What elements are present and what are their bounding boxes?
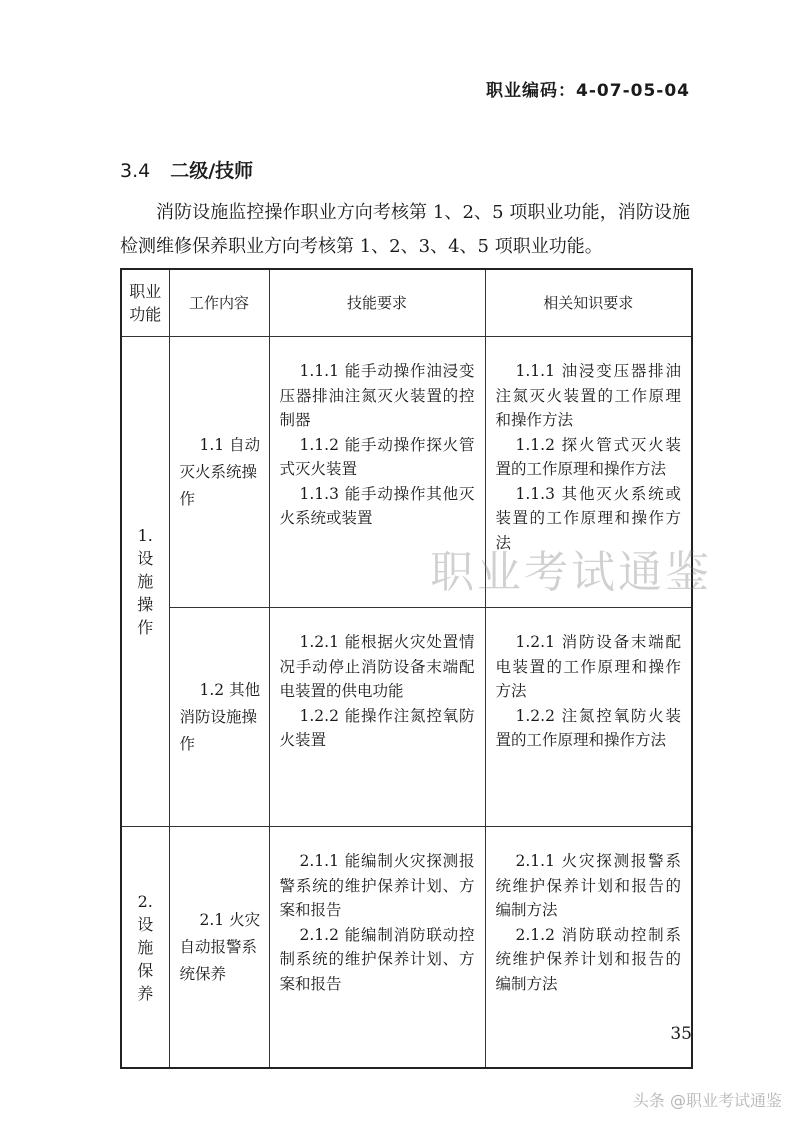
header-knowledge: 相关知识要求 — [485, 269, 692, 337]
knowledge-item: 1.2.2 注氮控氧防火装置的工作原理和操作方法 — [495, 706, 681, 749]
skill-item: 1.1.2 能手动操作探火管式灭火装置 — [279, 435, 475, 478]
header-content: 工作内容 — [169, 269, 269, 337]
table-row — [121, 827, 692, 1069]
watermark-text: 职业考试通鉴 — [430, 547, 712, 598]
knowledge-item: 2.1.1 火灾探测报警系统维护保养计划和报告的编制方法 — [495, 852, 681, 919]
header-function: 职业功能 — [121, 269, 169, 337]
skill-item: 1.1.3 能手动操作其他灭火系统或装置 — [279, 484, 475, 527]
header-skills: 技能要求 — [269, 269, 485, 337]
section-heading — [120, 156, 253, 183]
section-number: 3.4 — [120, 160, 151, 182]
skill-item: 2.1.1 能编制火灾探测报警系统的维护保养计划、方案和报告 — [279, 852, 475, 919]
work-content-cell: 1.1 自动灭火系统操作 — [169, 337, 269, 608]
table-row — [121, 608, 692, 827]
knowledge-item: 2.1.2 消防联动控制系统维护保养计划和报告的编制方法 — [495, 925, 681, 993]
function-cell: 1.设施操作 — [121, 337, 169, 827]
occupation-code: 职业编码：4-07-05-04 — [486, 81, 690, 101]
skill-item: 2.1.2 能编制消防联动控制系统的维护保养计划、方案和报告 — [279, 925, 475, 993]
knowledge-item: 1.1.3 其他灭火系统或装置的工作原理和操作方法 — [495, 484, 681, 552]
skills-cell — [269, 608, 485, 827]
function-cell: 2.设施保养 — [121, 827, 169, 1069]
knowledge-item: 1.2.1 消防设备末端配电装置的工作原理和操作方法 — [495, 633, 681, 700]
competency-table — [120, 268, 693, 1069]
skill-item: 1.2.2 能操作注氮控氧防火装置 — [279, 706, 475, 749]
intro-paragraph: 消防设施监控操作职业方向考核第 1、2、5 项职业功能，消防设施检测维修保养职业方向考核第 1、2、3、4、5 项职业功能。 — [120, 202, 690, 257]
work-content-cell: 2.1 火灾自动报警系统保养 — [169, 827, 269, 1069]
knowledge-cell — [485, 827, 692, 1069]
page-number: 35 — [670, 1024, 692, 1044]
skill-item: 1.1.1 能手动操作油浸变压器排油注氮灭火装置的控制器 — [279, 362, 475, 429]
table-header-row — [121, 269, 692, 337]
knowledge-item: 1.1.1 油浸变压器排油注氮灭火装置的工作原理和操作方法 — [495, 362, 681, 429]
skill-item: 1.2.1 能根据火灾处置情况手动停止消防设备末端配电装置的供电功能 — [279, 633, 475, 700]
section-title: 二级/技师 — [170, 160, 254, 182]
knowledge-item: 1.1.2 探火管式灭火装置的工作原理和操作方法 — [495, 435, 681, 478]
skills-cell — [269, 827, 485, 1069]
work-content-cell: 1.2 其他消防设施操作 — [169, 608, 269, 827]
knowledge-cell — [485, 608, 692, 827]
source-credit: 头条 @职业考试通鉴 — [632, 1091, 782, 1110]
